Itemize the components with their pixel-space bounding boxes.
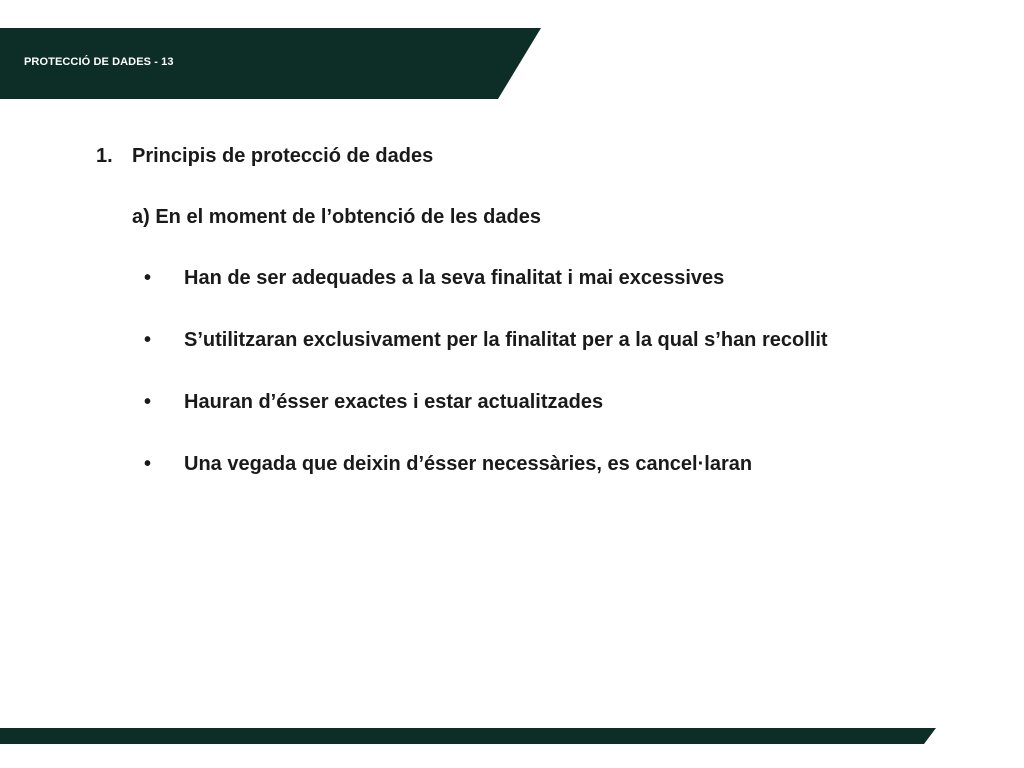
bullet-icon: • [144,267,152,289]
bullet-icon: • [144,329,152,351]
heading-number: 1. [96,145,113,167]
bullet-item [144,391,603,414]
bullet-icon: • [144,391,152,413]
footer-band [0,728,936,744]
bullet-icon: • [144,453,152,475]
bullet-item [144,329,828,352]
bullet-item [144,453,752,476]
footer-band-shape [0,728,936,744]
subheading: a) En el moment de l’obtenció de les dades [132,206,541,228]
bullet-item [144,267,724,290]
bullet-text: Hauran d’ésser exactes i estar actualitzades [184,391,604,413]
slide-header-title: PROTECCIÓ DE DADES - 13 [24,56,174,68]
section-heading [96,145,433,168]
bullet-text: Han de ser adequades a la seva finalitat i mai excessives [184,267,725,289]
bullet-text: S’utilitzaran exclusivament per la finalitat per a la qual s’han recollit [184,329,828,351]
bullet-text: Una vegada que deixin d’ésser necessàries, es cancel·laran [184,453,753,475]
heading-text: Principis de protecció de dades [132,145,434,167]
